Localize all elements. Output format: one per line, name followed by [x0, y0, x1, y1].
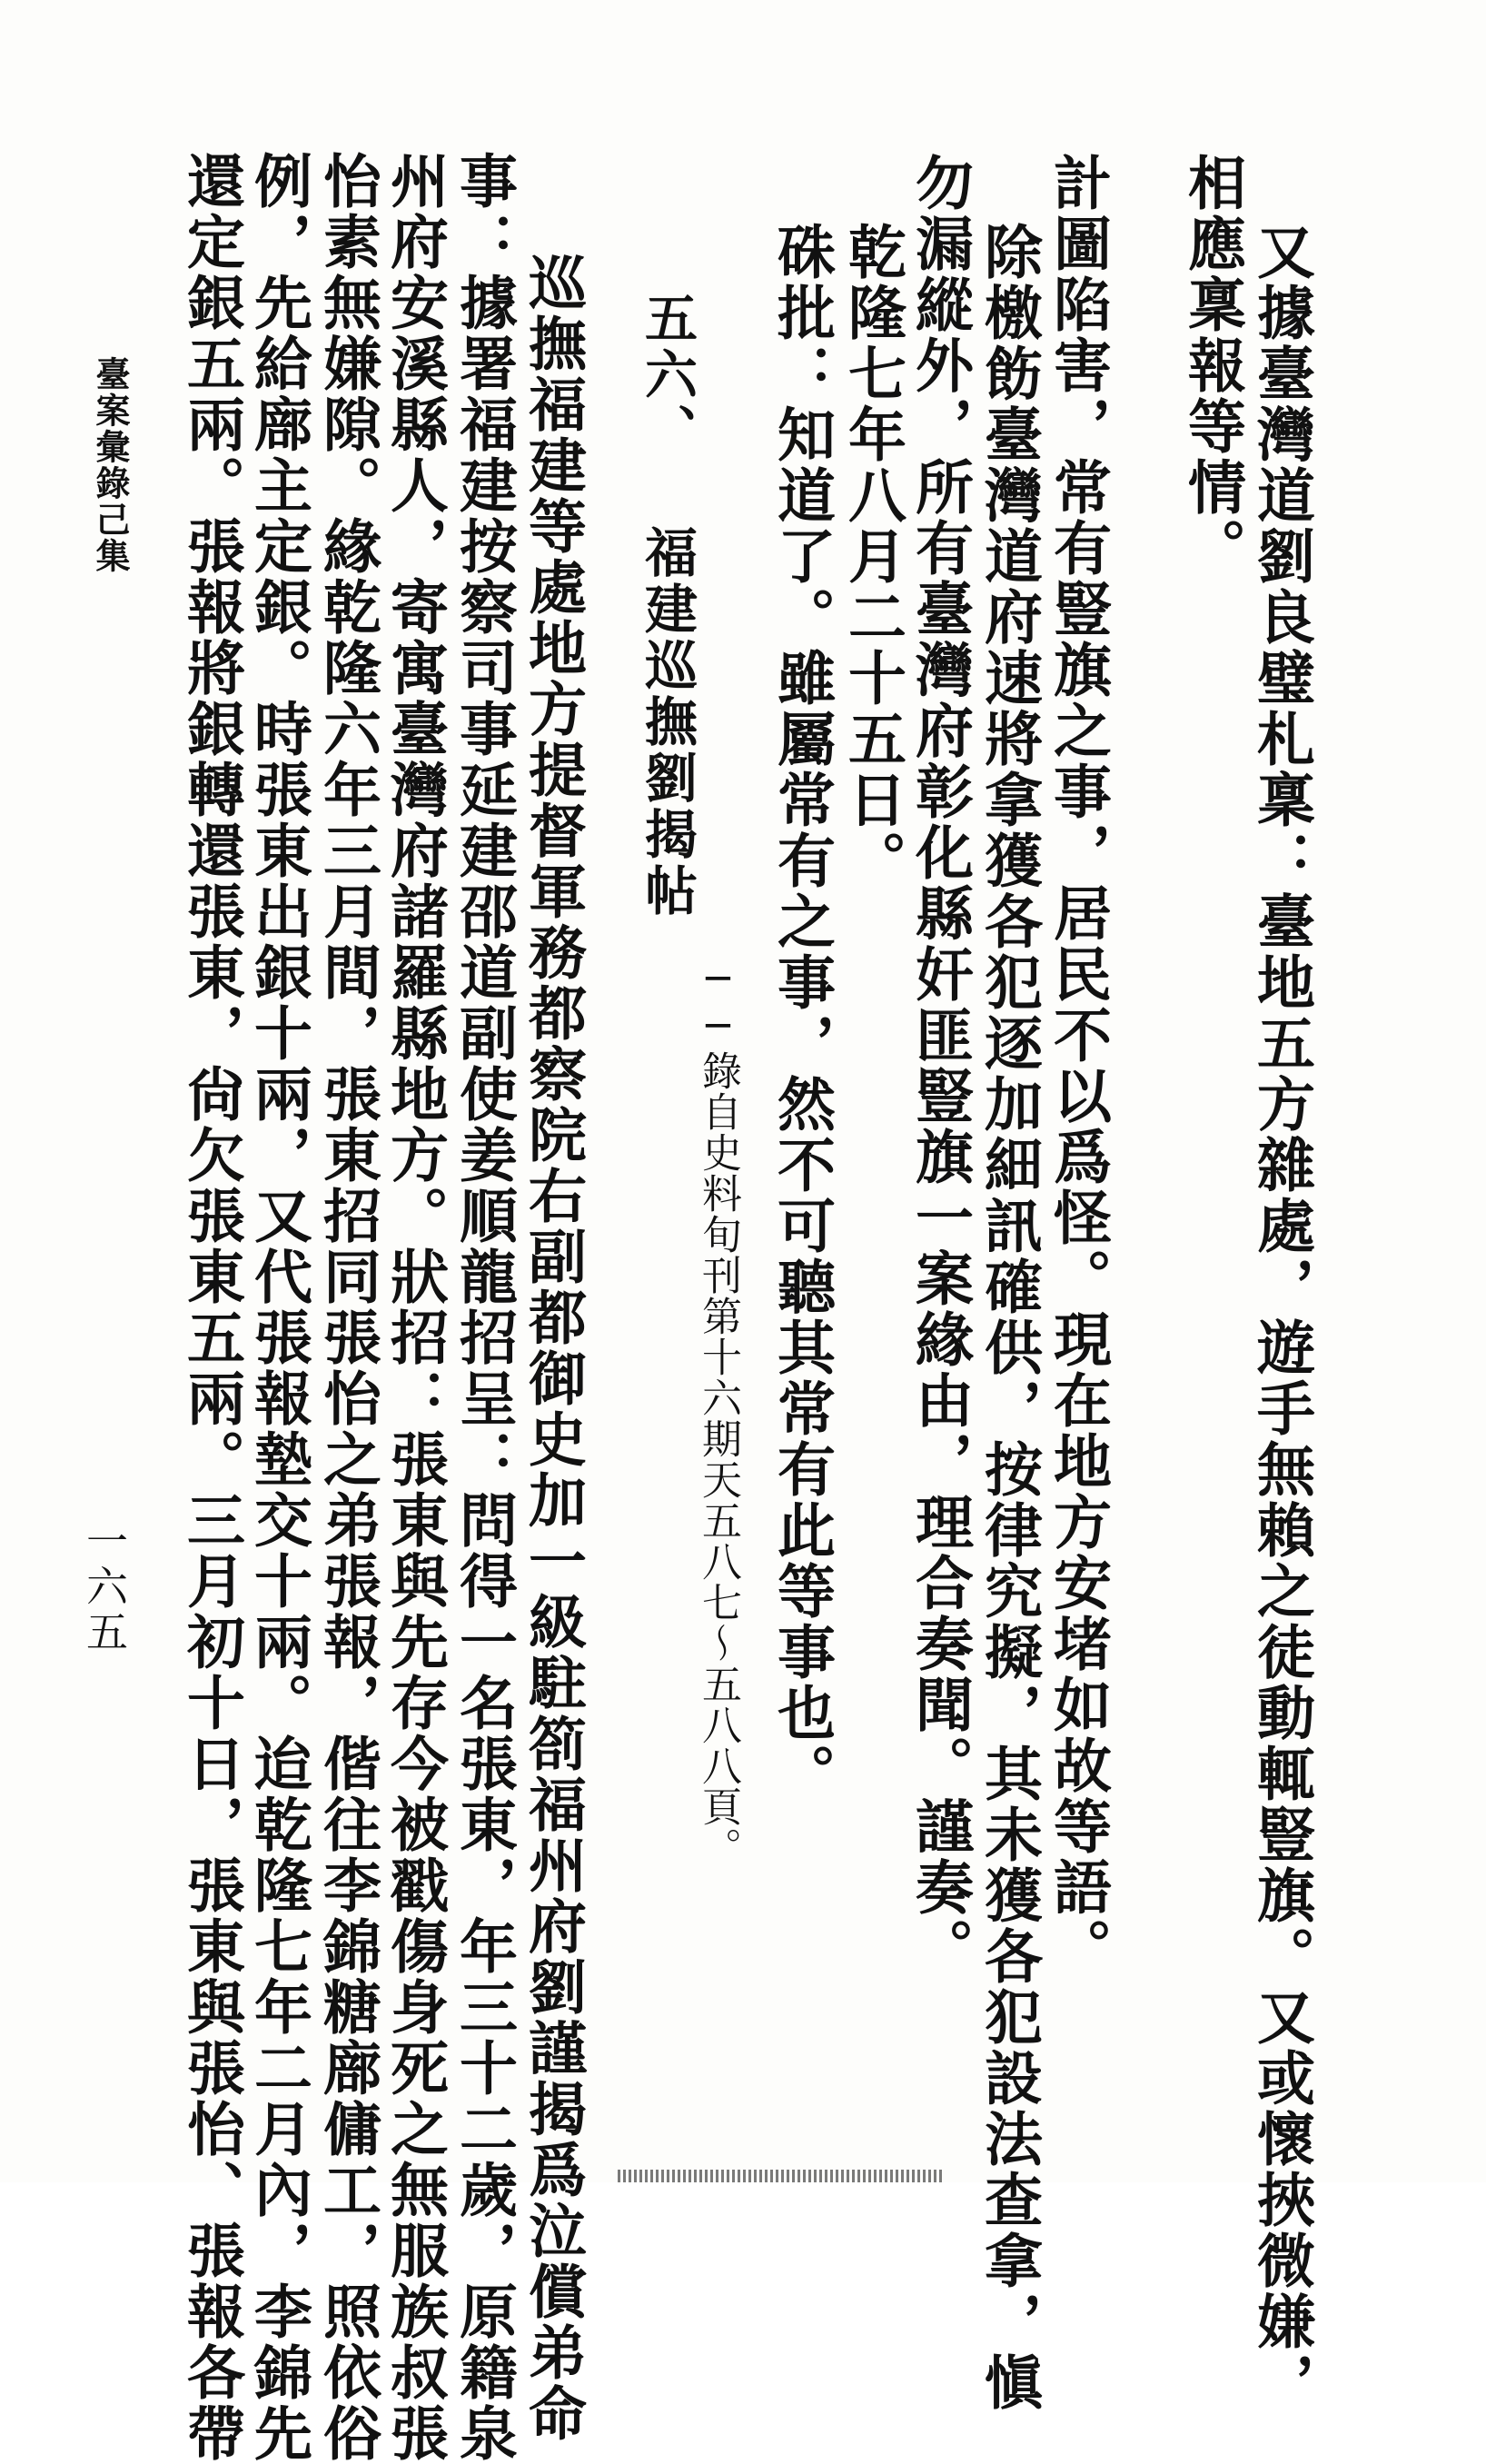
section-column-3: 州府安溪縣人，寄寓臺灣府諸羅縣地方。狀招：張東與先存今被戳傷身死之無服族叔張 [381, 151, 449, 2464]
text-column-3: 計圖陷害，常有豎旗之事，居民不以爲怪。現在地方安堵如故等語。 [1044, 153, 1112, 1979]
running-title: 臺案彙錄己集 [90, 356, 131, 574]
text-column-4: 除檄飭臺灣道府速將拿獲各犯逐加細訊確供，按律究擬，其未獲各犯設法查拿，愼 [975, 222, 1043, 2413]
section-heading: 五六、 福建巡撫劉揭帖 [636, 291, 698, 919]
text-column-1: 相應稟報等情。 [1178, 153, 1246, 579]
section-column-2: 事：據署福建按察司事延建邵道副使姜順龍招呈：問得一名張東，年三十二歲，原籍泉 [450, 151, 518, 2464]
section-column-1: 巡撫福建等處地方提督軍務都察院右副都御史加一級駐箚福州府劉謹揭爲泣償弟命 [519, 253, 587, 2444]
scan-edge-mark [618, 2170, 945, 2182]
section-column-5: 例，先給廍主定銀。時張東出銀十兩，又代張報墊交十兩。迨乾隆七年二月內，李錦先 [244, 151, 312, 2464]
text-column-5: 勿漏縱外，所有臺灣府彰化縣奸匪豎旗一案緣由，理合奏聞。謹奏。 [906, 153, 974, 1979]
text-column-7: 硃批：知道了。雖屬常有之事，然不可聽其常有此等事也。 [768, 222, 836, 1804]
text-column-2: 又據臺灣道劉良璧札稟：臺地五方雜處，遊手無賴之徒動輒豎旗。又或懷挾微嫌， [1247, 222, 1315, 2413]
page-number: 一六五 [80, 1519, 129, 1655]
source-citation: ──錄自史料旬刊第十六期天五八七～五八八頁。 [695, 956, 741, 1868]
text-column-6: 乾隆七年八月二十五日。 [838, 222, 906, 891]
section-column-4: 怡素無嫌隙。緣乾隆六年三月間，張東招同張怡之弟張報，偕往李錦糖廍傭工，照依俗 [313, 151, 381, 2464]
section-column-6: 還定銀五兩。張報將銀轉還張東，尙欠張東五兩。三月初十日，張東與張怡、張報各帶 [177, 151, 245, 2464]
